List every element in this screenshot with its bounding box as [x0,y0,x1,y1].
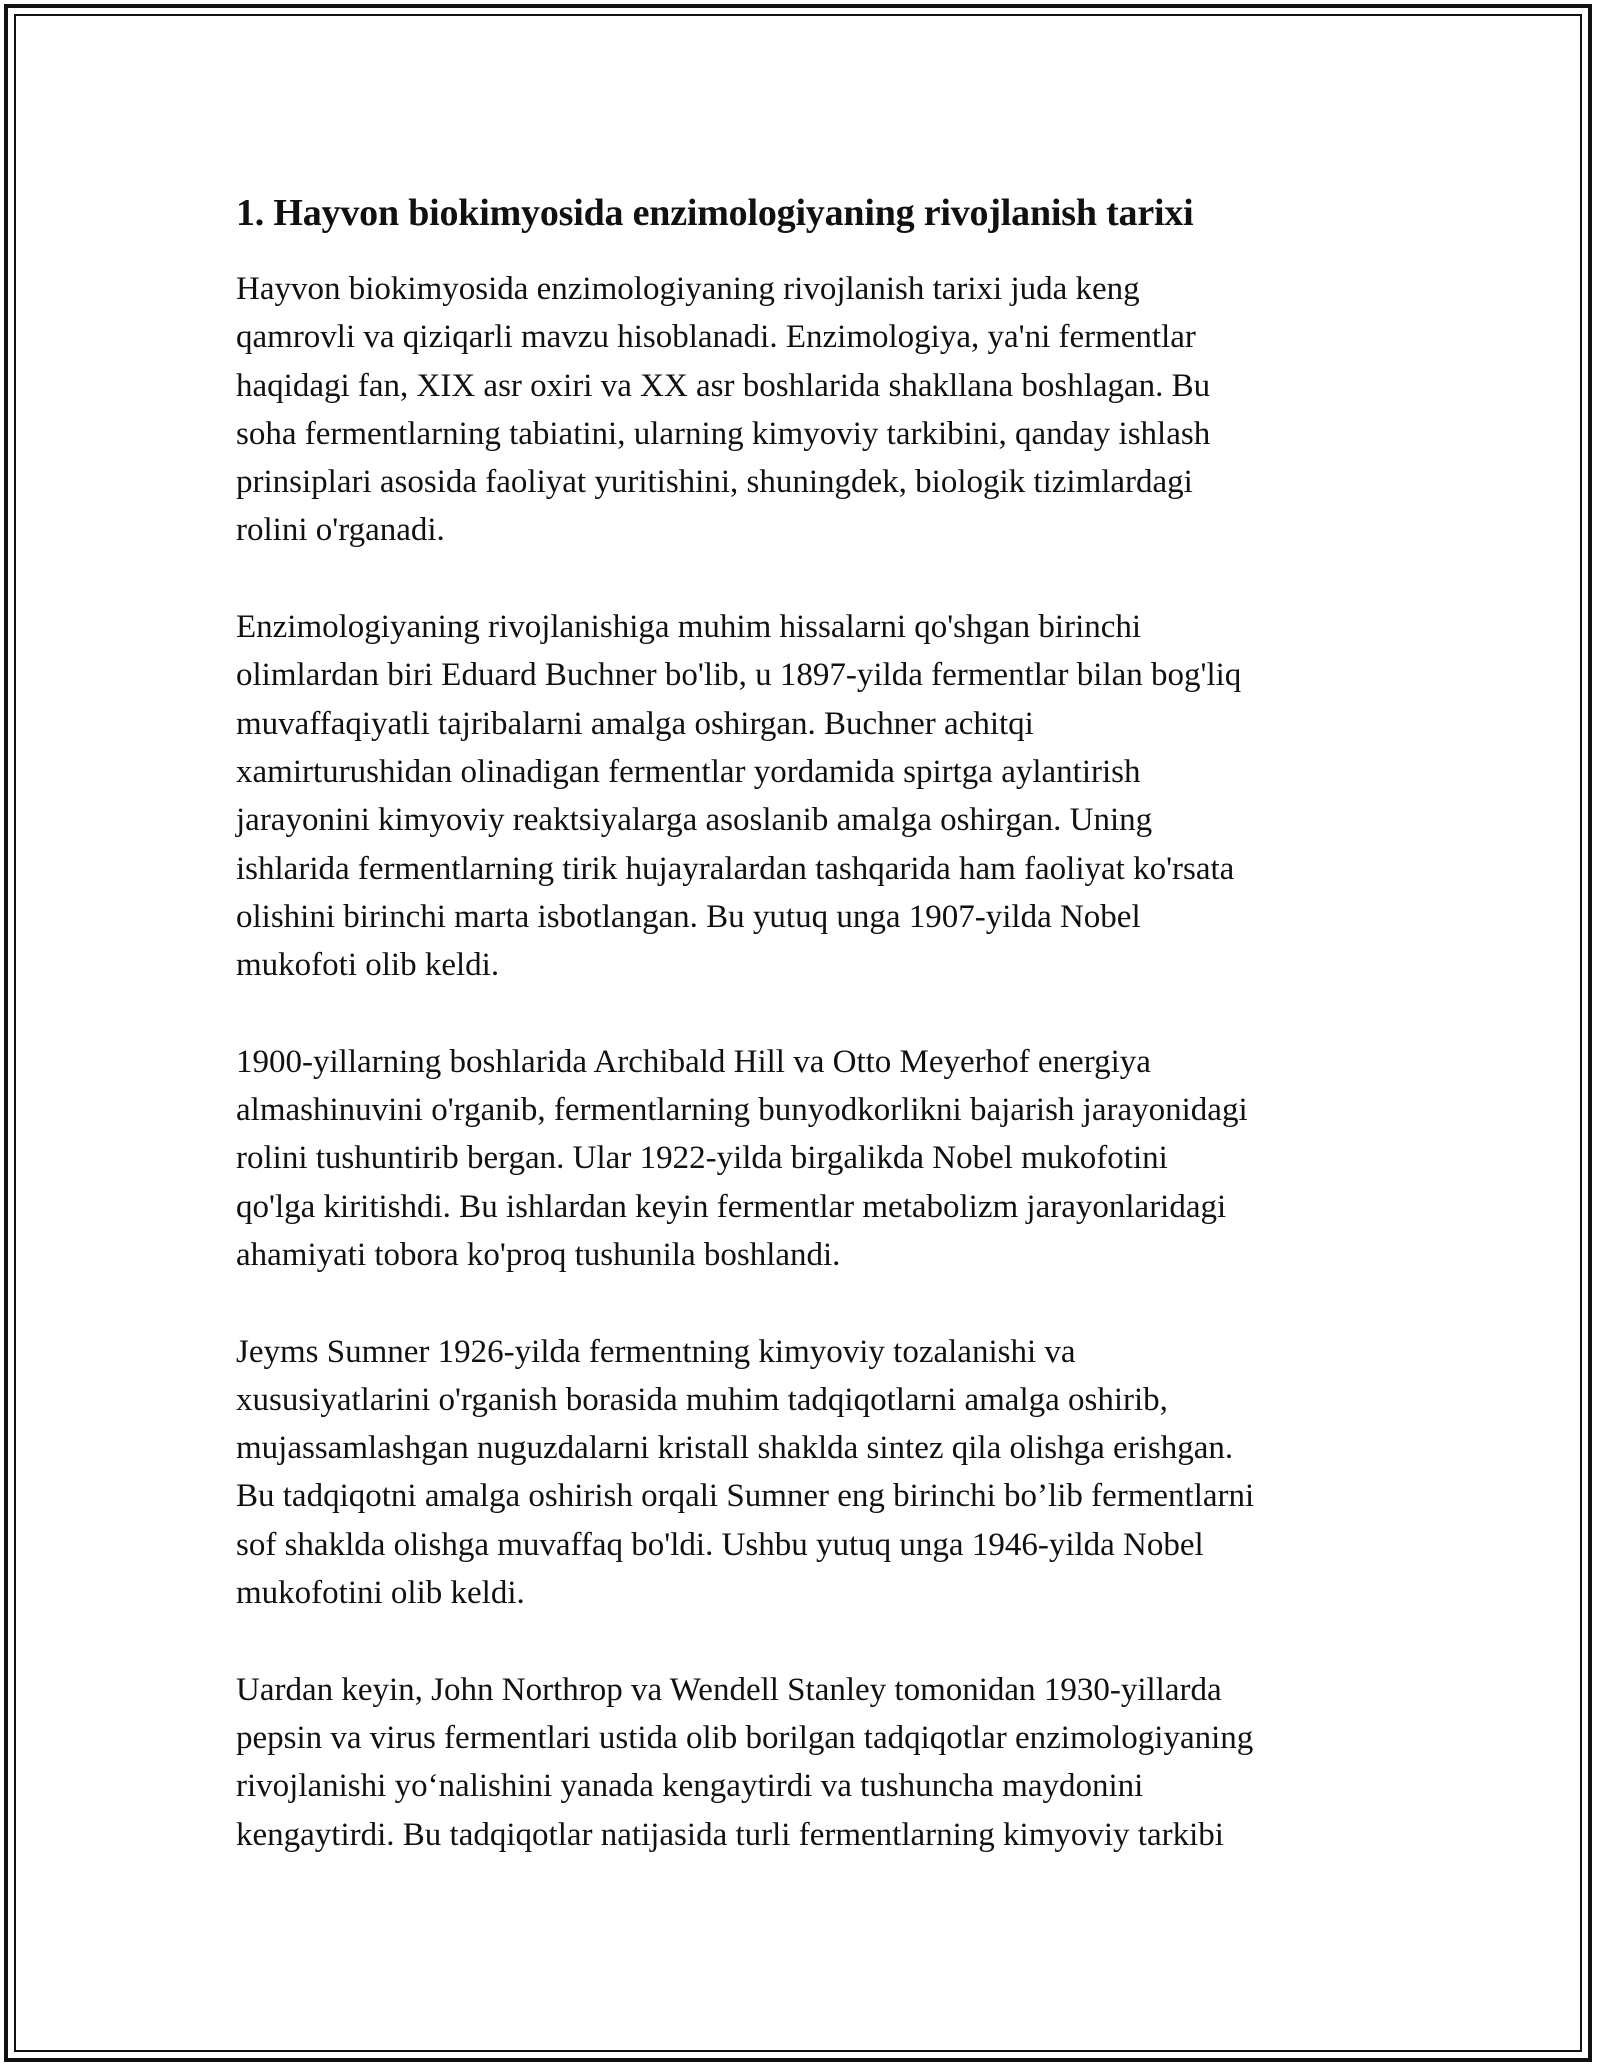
text-line: Uardan keyin, John Northrop va Wendell Stanley tomonidan 1930-yillarda [236,1671,1222,1708]
text-line: haqidagi fan, XIX asr oxiri va XX asr boshlarida shakllana boshlagan. Bu [236,367,1211,404]
text-line: pepsin va virus fermentlari ustida olib borilgan tadqiqotlar enzimologiyaning [236,1719,1254,1756]
text-line: rolini tushuntirib bergan. Ular 1922-yilda birgalikda Nobel mukofotini [236,1140,1168,1177]
text-line: prinsiplari asosida faoliyat yuritishini, shuningdek, biologik tizimlardagi [236,464,1193,501]
text-line: ahamiyati tobora ko'proq tushunila boshlandi. [236,1236,841,1273]
text-line: Jeyms Sumner 1926-yilda fermentning kimyoviy tozalanishi va [236,1333,1076,1370]
text-line: mukofotini olib keldi. [236,1575,525,1612]
text-line: Enzimologiyaning rivojlanishiga muhim hissalarni qo'shgan birinchi [236,609,1142,646]
document-body [236,185,1376,1859]
text-line: jarayonini kimyoviy reaktsiyalarga asoslanib amalga oshirgan. Uning [236,802,1153,839]
text-line: sof shaklda olishga muvaffaq bo'ldi. Ushbu yutuq unga 1946-yilda Nobel [236,1526,1204,1563]
paragraph-3 [236,1038,1376,1279]
paragraph-5 [236,1666,1376,1859]
text-line: qo'lga kiritishdi. Bu ishlardan keyin fermentlar metabolizm jarayonlaridagi [236,1188,1227,1225]
text-line: almashinuvini o'rganib, fermentlarning bunyodkorlikni bajarish jarayonidagi [236,1092,1248,1129]
text-line: olimlardan biri Eduard Buchner bo'lib, u 1897-yilda fermentlar bilan bog'liq [236,657,1242,694]
text-line: mukofoti olib keldi. [236,947,500,984]
text-line: Hayvon biokimyosida enzimologiyaning rivojlanish tarixi juda keng [236,271,1140,307]
text-line: kengaytirdi. Bu tadqiqotlar natijasida turli fermentlarning kimyoviy tarkibi [236,1816,1224,1853]
section-heading: 1. Hayvon biokimyosida enzimologiyaning rivojlanish tarixi [236,192,1194,234]
text-line: qamrovli va qiziqarli mavzu hisoblanadi. Enzimologiya, ya'ni fermentlar [236,319,1196,356]
text-line: mujassamlashgan nuguzdalarni kristall shaklda sintez qila olishga erishgan. [236,1430,1234,1467]
paragraph-4 [236,1328,1376,1618]
text-line: 1900-yillarning boshlarida Archibald Hill va Otto Meyerhof energiya [236,1043,1151,1080]
text-line: ishlarida fermentlarning tirik hujayralardan tashqarida ham faoliyat ko'rsata [236,850,1235,887]
text-line: rolini o'rganadi. [236,512,445,549]
paragraph-2 [236,603,1376,989]
text-line: soha fermentlarning tabiatini, ularning kimyoviy tarkibini, qanday ishlash [236,415,1211,452]
text-line: olishini birinchi marta isbotlangan. Bu yutuq unga 1907-yilda Nobel [236,898,1141,935]
text-line: xususiyatlarini o'rganish borasida muhim tadqiqotlarni amalga oshirib, [236,1381,1168,1418]
text-line: xamirturushidan olinadigan fermentlar yordamida spirtga aylantirish [236,753,1141,790]
text-line: rivojlanishi yo‘nalishini yanada kengaytirdi va tushuncha maydonini [236,1768,1144,1805]
text-line: Bu tadqiqotni amalga oshirish orqali Sumner eng birinchi bo’lib fermentlarni [236,1478,1255,1515]
text-line: muvaffaqiyatli tajribalarni amalga oshirgan. Buchner achitqi [236,705,1034,742]
paragraph-1 [236,265,1376,555]
